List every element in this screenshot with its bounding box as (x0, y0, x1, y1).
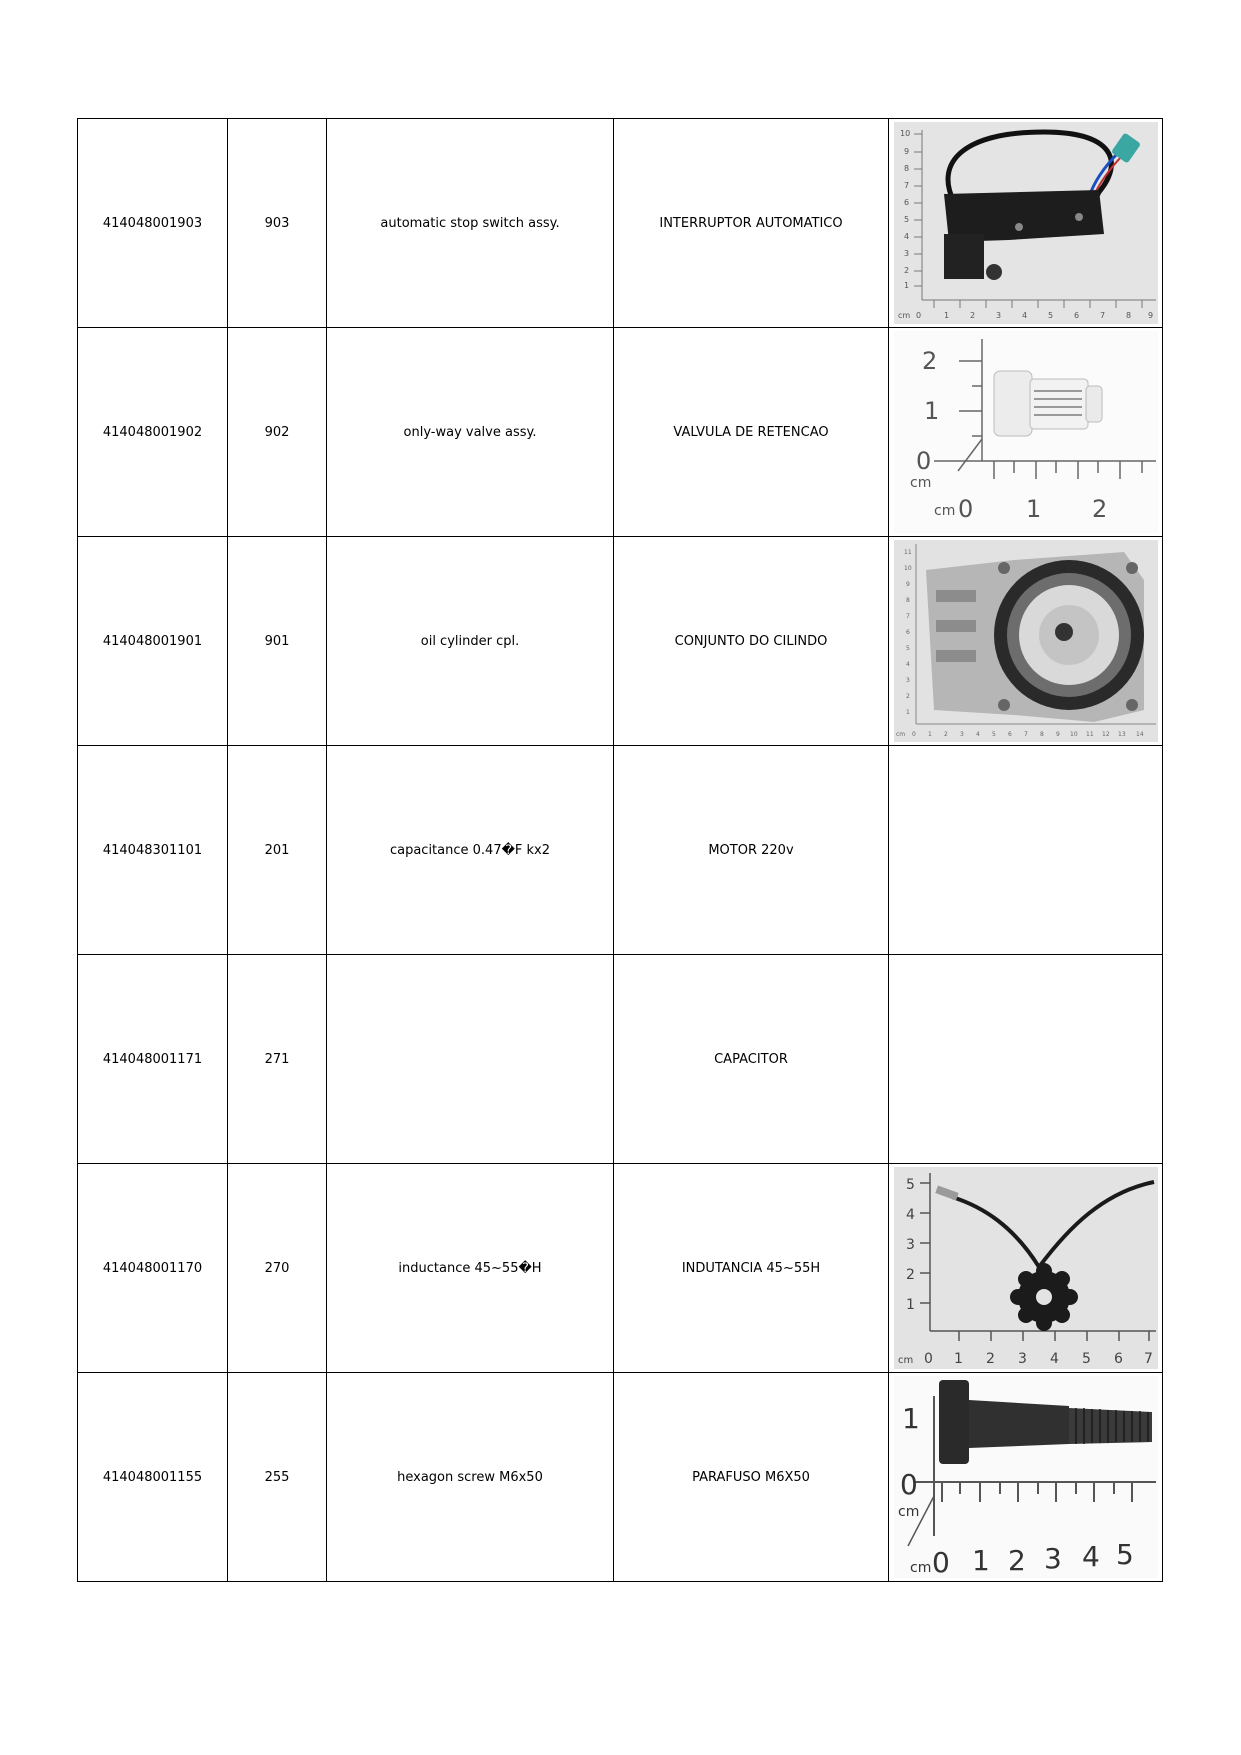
table-row (78, 328, 1163, 537)
scale-unit: cm (897, 311, 910, 320)
inductor-photo (894, 1167, 1158, 1369)
table-row (78, 119, 1163, 328)
image-cell (889, 1164, 1163, 1373)
scale-label: 7 (1099, 311, 1105, 320)
description-pt: MOTOR 220v (614, 746, 889, 955)
scale-label: 4 (1081, 1540, 1100, 1573)
image-cell (889, 328, 1163, 537)
scale-label: 5 (1115, 1538, 1134, 1571)
scale-label: 0 (899, 1468, 918, 1501)
scale-label: 7 (903, 181, 909, 190)
scale-unit: cm (909, 475, 931, 491)
scale-label: 3 (1043, 1542, 1062, 1575)
scale-unit: cm (895, 731, 905, 738)
screw-photo (894, 1376, 1158, 1578)
image-cell (889, 119, 1163, 328)
scale-label: 2 (905, 1267, 915, 1283)
scale-label: 5 (991, 731, 996, 738)
ref-number: 201 (228, 746, 327, 955)
description-en: capacitance 0.47�F kx2 (327, 746, 614, 955)
scale-label: 6 (903, 198, 909, 207)
scale-label: 14 (1135, 731, 1144, 738)
scale-label: 5 (905, 1177, 915, 1193)
table-row (78, 537, 1163, 746)
scale-label: 9 (1055, 731, 1060, 738)
scale-label: 4 (1049, 1351, 1059, 1367)
scale-label: 10 (1069, 731, 1078, 738)
scale-label: 0 (915, 447, 931, 475)
ref-number: 902 (228, 328, 327, 537)
scale-unit: cm (909, 1560, 931, 1576)
scale-label: 6 (1073, 311, 1079, 320)
scale-label: 1 (901, 1402, 920, 1435)
part-code: 414048001902 (78, 328, 228, 537)
description-en: oil cylinder cpl. (327, 537, 614, 746)
description-pt: VALVULA DE RETENCAO (614, 328, 889, 537)
scale-label: 1 (953, 1351, 963, 1367)
ref-number: 270 (228, 1164, 327, 1373)
scale-label: 1 (971, 1544, 990, 1577)
description-en: only-way valve assy. (327, 328, 614, 537)
scale-label: 8 (1039, 731, 1044, 738)
scale-label: 1 (905, 709, 910, 716)
scale-unit: cm (933, 503, 955, 519)
part-code: 414048001155 (78, 1373, 228, 1582)
scale-label: 8 (1125, 311, 1131, 320)
scale-label: 3 (959, 731, 964, 738)
part-code: 414048001901 (78, 537, 228, 746)
scale-label: 12 (1101, 731, 1110, 738)
scale-label: 4 (905, 1207, 915, 1223)
scale-label: 9 (903, 147, 909, 156)
scale-label: 3 (905, 1237, 915, 1253)
valve-photo (894, 331, 1158, 533)
scale-label: 10 (899, 129, 910, 138)
image-cell-empty (889, 955, 1163, 1164)
scale-label: 2 (1091, 495, 1107, 523)
scale-label: 2 (921, 347, 937, 375)
description-pt: PARAFUSO M6X50 (614, 1373, 889, 1582)
switch-photo (894, 122, 1158, 324)
description-pt: INDUTANCIA 45~55H (614, 1164, 889, 1373)
part-code: 414048001171 (78, 955, 228, 1164)
part-code: 414048001170 (78, 1164, 228, 1373)
scale-unit: cm (897, 1355, 913, 1366)
image-cell (889, 1373, 1163, 1582)
scale-label: 0 (911, 731, 916, 738)
scale-label: 10 (903, 565, 912, 572)
description-en: automatic stop switch assy. (327, 119, 614, 328)
scale-unit: cm (897, 1504, 919, 1520)
scale-label: 3 (905, 677, 910, 684)
scale-label: 2 (1007, 1544, 1026, 1577)
scale-label: 0 (931, 1546, 950, 1578)
scale-label: 1 (903, 281, 909, 290)
scale-label: 2 (969, 311, 975, 320)
description-en: inductance 45~55�H (327, 1164, 614, 1373)
description-pt: INTERRUPTOR AUTOMATICO (614, 119, 889, 328)
scale-label: 0 (923, 1351, 933, 1367)
scale-label: 0 (915, 311, 921, 320)
parts-table (77, 118, 1163, 1582)
scale-label: 4 (1021, 311, 1027, 320)
ref-number: 901 (228, 537, 327, 746)
scale-label: 3 (903, 249, 909, 258)
part-code: 414048301101 (78, 746, 228, 955)
part-code: 414048001903 (78, 119, 228, 328)
scale-label: 7 (1143, 1351, 1153, 1367)
table-row (78, 955, 1163, 1164)
scale-label: 7 (905, 613, 910, 620)
description-en (327, 955, 614, 1164)
description-pt: CAPACITOR (614, 955, 889, 1164)
scale-label: 4 (905, 661, 910, 668)
scale-label: 9 (1147, 311, 1153, 320)
scale-label: 1 (905, 1297, 915, 1313)
cylinder-photo (894, 540, 1158, 742)
scale-label: 3 (995, 311, 1001, 320)
image-cell-empty (889, 746, 1163, 955)
scale-label: 0 (957, 495, 973, 523)
scale-label: 5 (903, 215, 909, 224)
description-pt: CONJUNTO DO CILINDO (614, 537, 889, 746)
scale-label: 2 (985, 1351, 995, 1367)
ref-number: 271 (228, 955, 327, 1164)
scale-label: 2 (905, 693, 910, 700)
scale-label: 11 (1085, 731, 1094, 738)
scale-label: 5 (1081, 1351, 1091, 1367)
scale-label: 4 (975, 731, 980, 738)
scale-label: 1 (927, 731, 932, 738)
scale-label: 7 (1023, 731, 1028, 738)
table-row (78, 1373, 1163, 1582)
scale-label: 8 (905, 597, 910, 604)
scale-label: 11 (903, 549, 912, 556)
scale-label: 1 (923, 397, 939, 425)
scale-label: 3 (1017, 1351, 1027, 1367)
scale-label: 2 (943, 731, 948, 738)
scale-label: 2 (903, 266, 909, 275)
table-row (78, 1164, 1163, 1373)
table-row (78, 746, 1163, 955)
scale-label: 1 (943, 311, 949, 320)
description-en: hexagon screw M6x50 (327, 1373, 614, 1582)
scale-label: 5 (905, 645, 910, 652)
image-cell (889, 537, 1163, 746)
scale-label: 6 (1007, 731, 1012, 738)
scale-label: 9 (905, 581, 910, 588)
scale-label: 5 (1047, 311, 1053, 320)
scale-label: 13 (1117, 731, 1126, 738)
scale-label: 4 (903, 232, 909, 241)
ref-number: 903 (228, 119, 327, 328)
scale-label: 8 (903, 164, 909, 173)
scale-label: 1 (1025, 495, 1041, 523)
ref-number: 255 (228, 1373, 327, 1582)
scale-label: 6 (1113, 1351, 1123, 1367)
scale-label: 6 (905, 629, 910, 636)
